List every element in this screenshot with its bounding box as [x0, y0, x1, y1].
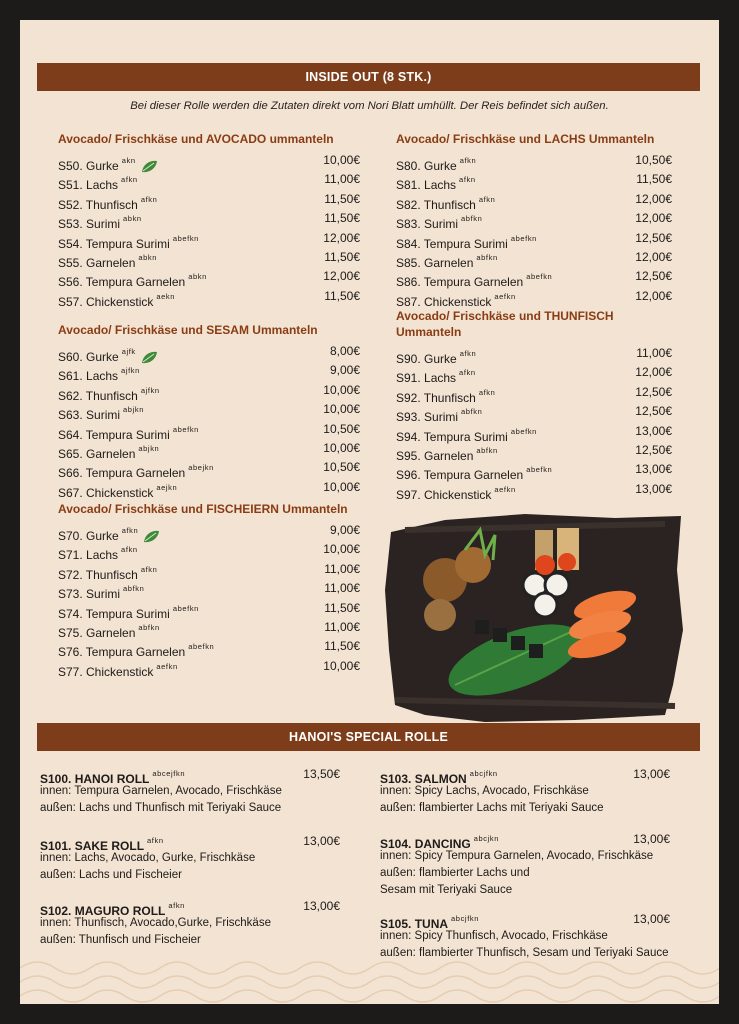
allergen-codes: abfkn: [461, 214, 483, 224]
allergen-codes: abefkn: [526, 272, 553, 282]
menu-item-row: [58, 478, 360, 500]
sushi-platter-photo: [385, 510, 685, 725]
special-roll: [380, 765, 670, 817]
item-label: S97. Chickenstick: [396, 487, 492, 502]
item-price: 11,00€: [324, 619, 360, 634]
special-description: außen: flambierter Lachs und: [380, 867, 530, 879]
allergen-codes: afkn: [121, 526, 139, 535]
special-price: 13,00€: [303, 834, 340, 848]
allergen-codes: abfkn: [461, 407, 483, 417]
menu-page: [20, 20, 719, 1004]
allergen-codes: akn: [121, 156, 136, 165]
menu-item-row: [58, 151, 360, 173]
item-price: 9,00€: [329, 363, 360, 378]
allergen-codes: abcjfkn: [469, 769, 498, 778]
menu-item-row: [58, 190, 360, 212]
item-price: 12,50€: [635, 384, 672, 399]
allergen-codes: abfkn: [476, 445, 498, 455]
allergen-codes: abfkn: [476, 252, 498, 262]
menu-item-row: [396, 441, 672, 463]
menu-item-row: [58, 560, 360, 582]
bottom-strip: [0, 1004, 739, 1024]
menu-item-row: [58, 657, 360, 679]
group-title: Avocado/ Frischkäse und FISCHEIERN Ummanteln: [58, 502, 348, 516]
item-label: S94. Tempura Surimi: [396, 429, 508, 444]
item-label: S73. Surimi: [58, 587, 121, 602]
item-price: 10,00€: [323, 479, 360, 494]
special-description: außen: flambierter Thunfisch, Sesam und Teriyaki Sauce: [380, 947, 669, 959]
menu-item-row: [58, 400, 360, 423]
item-label: S96. Tempura Garnelen: [396, 468, 524, 483]
allergen-codes: afkn: [459, 349, 477, 358]
special-description: außen: flambierter Lachs mit Teriyaki Sauce: [380, 802, 604, 814]
special-roll: [40, 832, 340, 884]
menu-item-row: [58, 342, 360, 364]
special-description: innen: Spicy Thunfisch, Avocado, Frischkäse: [380, 930, 608, 942]
allergen-codes: abefkn: [510, 233, 537, 243]
item-label: S84. Tempura Surimi: [396, 236, 508, 251]
allergen-codes: abcejfkn: [152, 769, 186, 778]
item-label: S60. Gurke: [58, 350, 119, 364]
allergen-codes: abefkn: [172, 424, 199, 434]
item-price: 11,00€: [324, 561, 360, 576]
item-name: [58, 287, 175, 312]
menu-item-row: [396, 344, 672, 366]
item-price: 12,50€: [635, 404, 672, 419]
special-description: außen: Thunfisch und Fischeier: [40, 934, 201, 946]
allergen-codes: abefkn: [172, 603, 199, 613]
menu-item-row: [396, 229, 672, 251]
item-label: S83. Surimi: [396, 217, 459, 232]
allergen-codes: afkn: [459, 368, 476, 378]
item-label: S66. Tempura Garnelen: [58, 466, 186, 481]
item-price: 11,50€: [636, 172, 672, 187]
allergen-codes: afkn: [459, 175, 476, 185]
allergen-codes: afkn: [147, 836, 164, 845]
item-price: 12,50€: [635, 442, 672, 457]
menu-item-row: [396, 209, 672, 232]
item-price: 12,50€: [635, 269, 672, 284]
item-label: S70. Gurke: [58, 529, 119, 543]
item-label: S72. Thunfisch: [58, 567, 138, 582]
menu-item-row: [58, 248, 360, 270]
menu-item-row: [58, 170, 360, 193]
item-label: S90. Gurke: [396, 352, 457, 366]
item-price: 10,00€: [323, 658, 360, 673]
allergen-codes: abfkn: [138, 622, 160, 632]
special-head: [380, 830, 670, 851]
item-price: 13,00€: [635, 481, 672, 496]
special-head: [40, 832, 340, 853]
menu-item-row: [58, 229, 360, 251]
item-label: S65. Garnelen: [58, 446, 136, 461]
item-label: S55. Garnelen: [58, 255, 136, 270]
item-price: 10,00€: [323, 542, 360, 557]
item-price: 9,00€: [329, 523, 360, 537]
menu-item-row: [396, 287, 672, 309]
special-price: 13,00€: [633, 767, 670, 781]
allergen-codes: aejkn: [156, 482, 178, 492]
special-description: innen: Thunfisch, Avocado,Gurke, Frischkäse: [40, 917, 271, 929]
allergen-codes: ajfkn: [121, 366, 140, 376]
special-description: Sesam mit Teriyaki Sauce: [380, 884, 513, 896]
special-head: [40, 897, 340, 918]
special-roll: [380, 910, 670, 962]
allergen-codes: abjkn: [123, 405, 144, 415]
group-title: Avocado/ Frischkäse und SESAM Ummanteln: [58, 323, 318, 337]
special-name: S105. TUNA: [380, 917, 449, 931]
special-head: [40, 765, 340, 786]
item-price: 10,00€: [323, 153, 360, 167]
menu-item-row: [58, 637, 360, 660]
item-label: S56. Tempura Garnelen: [58, 275, 186, 290]
special-description: innen: Lachs, Avocado, Gurke, Frischkäse: [40, 852, 256, 864]
item-price: 10,50€: [323, 421, 360, 436]
group-title: Avocado/ Frischkäse und AVOCADO ummanteln: [58, 132, 334, 146]
item-label: S85. Garnelen: [396, 255, 474, 270]
item-label: S75. Garnelen: [58, 625, 136, 640]
item-price: 11,50€: [324, 191, 360, 206]
item-price: 12,00€: [635, 288, 672, 303]
menu-item-row: [396, 422, 672, 444]
menu-item-row: [58, 209, 360, 232]
menu-item-row: [58, 287, 360, 309]
item-price: 12,00€: [323, 230, 360, 245]
item-label: S50. Gurke: [58, 159, 119, 173]
allergen-codes: abkn: [188, 272, 207, 282]
menu-item-row: [396, 170, 672, 193]
menu-item-row: [396, 151, 672, 173]
allergen-codes: abfkn: [123, 584, 145, 594]
item-price: 12,00€: [635, 191, 672, 206]
item-label: S76. Tempura Garnelen: [58, 645, 186, 660]
item-label: S93. Surimi: [396, 410, 459, 425]
special-name: S104. DANCING: [380, 837, 471, 851]
item-label: S63. Surimi: [58, 408, 121, 423]
allergen-codes: abkn: [138, 252, 158, 262]
menu-item-row: [396, 460, 672, 483]
menu-item-row: [58, 381, 360, 403]
special-name: S101. SAKE ROLL: [40, 839, 145, 853]
allergen-codes: abjkn: [138, 443, 160, 453]
menu-item-row: [58, 540, 360, 563]
special-price: 13,00€: [303, 899, 340, 913]
menu-item-row: [396, 363, 672, 386]
item-label: S52. Thunfisch: [58, 197, 138, 212]
item-price: 11,50€: [324, 249, 360, 264]
item-price: 11,50€: [324, 639, 360, 654]
item-label: S92. Thunfisch: [396, 390, 476, 405]
special-name: S102. MAGURO ROLL: [40, 904, 166, 918]
allergen-codes: abkn: [123, 214, 142, 224]
menu-item-row: [58, 521, 360, 543]
allergen-codes: afkn: [478, 194, 496, 204]
item-price: 10,00€: [323, 440, 360, 455]
menu-item-row: [58, 420, 360, 442]
item-name: [58, 657, 178, 682]
special-description: innen: Tempura Garnelen, Avocado, Frischkäse: [40, 785, 282, 797]
allergen-codes: abefkn: [188, 642, 215, 652]
item-price: 11,50€: [324, 600, 360, 615]
special-roll: [40, 897, 340, 949]
allergen-codes: ajfk: [121, 347, 136, 356]
menu-item-row: [58, 361, 360, 384]
item-price: 12,00€: [635, 249, 672, 264]
special-price: 13,50€: [303, 767, 340, 781]
item-label: S80. Gurke: [396, 159, 457, 173]
group-title: Avocado/ Frischkäse und THUNFISCH Ummanteln: [396, 309, 614, 339]
item-price: 12,00€: [323, 269, 360, 284]
allergen-codes: aefkn: [156, 661, 178, 671]
item-label: S51. Lachs: [58, 178, 119, 193]
specials-header: HANOI'S SPECIAL ROLLE: [37, 723, 700, 751]
item-label: S61. Lachs: [58, 369, 119, 384]
allergen-codes: aefkn: [494, 291, 516, 301]
menu-item-row: [396, 248, 672, 270]
item-price: 10,50€: [323, 460, 360, 475]
menu-item-row: [396, 383, 672, 405]
allergen-codes: afkn: [140, 564, 158, 574]
menu-item-row: [58, 579, 360, 602]
group-lachs: [396, 131, 672, 309]
special-description: außen: Lachs und Fischeier: [40, 869, 182, 881]
item-label: S67. Chickenstick: [58, 485, 154, 500]
item-price: 11,50€: [324, 211, 360, 226]
allergen-codes: abcjkn: [473, 834, 499, 843]
menu-item-row: [396, 480, 672, 502]
special-roll: [380, 830, 670, 899]
item-label: S82. Thunfisch: [396, 197, 476, 212]
allergen-codes: abejkn: [188, 463, 214, 473]
allergen-codes: abefkn: [510, 426, 537, 436]
group-avocado: [58, 131, 360, 309]
item-price: 12,00€: [635, 211, 672, 226]
menu-item-row: [58, 458, 360, 481]
item-label: S62. Thunfisch: [58, 388, 138, 403]
item-name: [396, 480, 516, 505]
allergen-codes: abcjfkn: [451, 914, 479, 923]
item-label: S91. Lachs: [396, 371, 457, 386]
item-price: 10,00€: [323, 382, 360, 397]
item-label: S77. Chickenstick: [58, 664, 154, 679]
special-head: [380, 910, 670, 931]
item-price: 13,00€: [635, 423, 672, 438]
allergen-codes: abefkn: [526, 465, 553, 475]
allergen-codes: afkn: [459, 156, 477, 165]
allergen-codes: afkn: [168, 901, 185, 910]
item-price: 11,00€: [324, 581, 360, 596]
group-thunfisch: [396, 308, 672, 502]
item-price: 8,00€: [329, 344, 360, 358]
special-head: [380, 765, 670, 786]
group-title: Avocado/ Frischkäse und LACHS Ummanteln: [396, 132, 655, 146]
item-label: S64. Tempura Surimi: [58, 427, 170, 442]
special-roll: [40, 765, 340, 817]
special-name: S103. SALMON: [380, 772, 467, 786]
special-description: außen: Lachs und Thunfisch mit Teriyaki Sauce: [40, 802, 282, 814]
item-label: S71. Lachs: [58, 548, 119, 563]
item-label: S95. Garnelen: [396, 448, 474, 463]
menu-item-row: [396, 267, 672, 290]
menu-item-row: [58, 267, 360, 290]
item-name: [58, 478, 177, 503]
item-price: 13,00€: [635, 462, 672, 477]
item-label: S57. Chickenstick: [58, 294, 154, 309]
item-price: 10,00€: [323, 402, 360, 417]
inside-out-intro: Bei dieser Rolle werden die Zutaten direkt vom Nori Blatt umhüllt. Der Reis befindet sich außen.: [130, 100, 609, 112]
item-label: S86. Tempura Garnelen: [396, 275, 524, 290]
allergen-codes: afkn: [140, 194, 158, 204]
allergen-codes: afkn: [121, 545, 138, 555]
item-label: S54. Tempura Surimi: [58, 236, 170, 251]
inside-out-header: INSIDE OUT (8 STK.): [37, 63, 700, 91]
menu-item-row: [58, 618, 360, 640]
item-price: 11,50€: [324, 288, 360, 303]
special-description: innen: Spicy Tempura Garnelen, Avocado, Frischkäse: [380, 850, 654, 862]
allergen-codes: ajfkn: [140, 385, 160, 395]
menu-item-row: [58, 439, 360, 461]
menu-item-row: [396, 402, 672, 425]
item-label: S74. Tempura Surimi: [58, 606, 170, 621]
item-price: 10,50€: [635, 153, 672, 167]
item-price: 12,50€: [635, 230, 672, 245]
item-price: 11,00€: [636, 346, 672, 360]
special-description: innen: Spicy Lachs, Avocado, Frischkäse: [380, 785, 589, 797]
special-price: 13,00€: [633, 912, 670, 926]
allergen-codes: abefkn: [172, 233, 199, 243]
menu-item-row: [396, 190, 672, 212]
item-label: S87. Chickenstick: [396, 294, 492, 309]
special-price: 13,00€: [633, 832, 670, 846]
allergen-codes: aekn: [156, 291, 176, 301]
menu-item-row: [58, 599, 360, 621]
allergen-codes: afkn: [478, 387, 496, 397]
group-sesam: [58, 322, 360, 500]
group-fischeiern: [58, 501, 360, 679]
special-name: S100. HANOI ROLL: [40, 772, 150, 786]
allergen-codes: afkn: [121, 175, 138, 185]
allergen-codes: aefkn: [494, 484, 516, 494]
item-price: 11,00€: [324, 172, 360, 187]
item-label: S53. Surimi: [58, 217, 121, 232]
item-label: S81. Lachs: [396, 178, 457, 193]
item-price: 12,00€: [635, 365, 672, 380]
